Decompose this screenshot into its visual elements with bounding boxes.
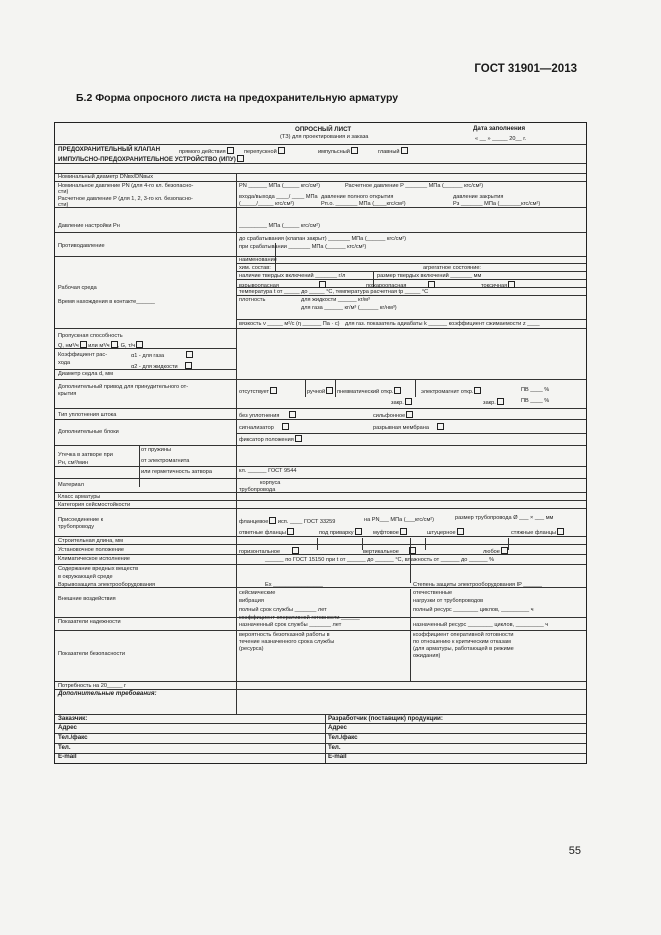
solids-field[interactable]: наличие твердых включений _______ г/л [239, 273, 346, 279]
ex-field[interactable]: Ex ________________ [265, 582, 323, 588]
developer-tel[interactable]: Тел. [328, 744, 341, 751]
duty-cycle-1[interactable]: ПВ ____ % [521, 387, 550, 393]
reliability-label: Показатели надежности [58, 619, 121, 625]
external-label: Внешние воздействия [58, 596, 116, 602]
bp-closed-field[interactable]: до срабатывания (клапан закрыт) _______ МПа (______ кгс/см²) [239, 236, 407, 242]
conn-weld[interactable]: под приварку [319, 528, 362, 536]
conn-coupling[interactable]: муфтовое [373, 528, 407, 536]
pcalc-label: Расчетное давление P (для 1, 2, 3-го кл. безопасно- [58, 196, 193, 202]
inlet-field[interactable]: входа/выхода ____/ ____ МПа [239, 194, 318, 200]
probability-label: вероятность безотказной работы в [239, 632, 330, 638]
critical-readiness-label-4: ожидания) [413, 653, 441, 659]
date-field[interactable]: « __ » _____ 20__ г. [475, 136, 527, 142]
probability-label-3: (ресурса) [239, 646, 264, 652]
bp-open-field[interactable]: при срабатывании _______ МПа (______ кгс/см²) [239, 244, 367, 250]
fire-option[interactable]: пожароопасная [366, 281, 435, 289]
leak-spring: от пружины [141, 447, 172, 453]
checkbox-icon[interactable] [80, 341, 87, 348]
form-subtitle: (ТЗ) для проектирования и заказа [280, 134, 369, 140]
explosive-option[interactable]: взрывоопасная [239, 281, 326, 289]
checkbox-icon[interactable] [437, 423, 444, 430]
alpha-liquid[interactable]: α2 - для жидкости [131, 362, 192, 370]
customer-telfax[interactable]: Тел./факс [58, 734, 88, 741]
checkbox-icon[interactable] [401, 147, 408, 154]
install-vertical[interactable]: вертикальное [363, 547, 416, 555]
checkbox-icon[interactable] [269, 517, 276, 524]
checkbox-icon[interactable] [405, 398, 412, 405]
duty-cycle-2[interactable]: ПВ ____ % [521, 398, 550, 404]
climate-label: Климатическое исполнение [58, 556, 131, 562]
questionnaire-form [54, 122, 587, 764]
medium-label: Рабочая среда [58, 285, 97, 291]
checkbox-icon[interactable] [319, 281, 326, 288]
inlet-field-2[interactable]: (_____/_____ кгс/см²) [239, 201, 295, 207]
form-title: ОПРОСНЫЙ ЛИСТ [295, 126, 352, 133]
checkbox-icon[interactable] [186, 351, 193, 358]
checkbox-icon[interactable] [428, 281, 435, 288]
chem-field[interactable]: хим. состав: [239, 265, 271, 271]
capacity-label: Пропускная способность [58, 333, 123, 339]
checkbox-icon[interactable] [474, 387, 481, 394]
connection-label: Присоединение к [58, 517, 104, 523]
leak-magnet: от электромагнита [141, 458, 190, 464]
seat-diameter-label: Диаметр седла d, мм [58, 371, 113, 377]
drive-manual[interactable]: ручной [307, 387, 333, 395]
checkbox-icon[interactable] [270, 387, 277, 394]
temperature-field[interactable]: температура t от _____ до _____ °С, температура расчетная tр _____ °С [239, 289, 429, 295]
alpha-gas[interactable]: α1 - для газа [131, 351, 193, 359]
ipu-label[interactable]: ИМПУЛЬСНО-ПРЕДОХРАНИТЕЛЬНОЕ УСТРОЙСТВО (ИПУ) [58, 155, 244, 163]
leak-label: Утечка в затворе при [58, 452, 113, 458]
seismic-label: Категория сейсмостойкости [58, 502, 131, 508]
length-label: Строительная длина, мм [58, 538, 123, 544]
seal-label: Тип уплотнения штока [58, 412, 117, 418]
connection-label-2: трубопроводу [58, 524, 94, 530]
customer-email[interactable]: E-mail [58, 753, 77, 760]
drive-label: Дополнительный привод для принудительного от- [58, 384, 189, 390]
pn-field[interactable]: PN ______ МПа (_____ кгс/см²) [239, 183, 320, 189]
pcalc-field[interactable]: Расчетное давление P _______ МПа (______ кгс/см²) [345, 183, 484, 189]
install-horizontal[interactable]: горизонтальное [239, 547, 299, 555]
full-resource-field[interactable]: полный ресурс ________ циклов, _________ ч [413, 607, 534, 613]
checkbox-icon[interactable] [287, 528, 294, 535]
drive-electro[interactable]: электромагнит откр. [421, 387, 481, 395]
checkbox-icon[interactable] [557, 528, 564, 535]
readiness-field[interactable]: коэффициент оперативной готовности ______ [239, 615, 360, 621]
closing-field[interactable]: Pз _______ МПа (_______кгс/см²) [453, 201, 541, 207]
closing-label: давление закрытия [453, 194, 504, 200]
conn-mating[interactable]: ответные фланцы [239, 528, 294, 536]
leak-label-2: Pн, см³/мин [58, 460, 89, 466]
probability-label-2: течение назначенного срока службы [239, 639, 335, 645]
ip-field[interactable]: Степень защиты электрооборудования IP ______ [413, 582, 542, 588]
conn-flange-pn[interactable]: на PN___ МПа (___кгс/см²) [364, 517, 435, 523]
assigned-life-field[interactable]: назначенный срок службы _______ лет [239, 622, 342, 628]
blocks-label: Дополнительные блоки [58, 429, 119, 435]
material-body-field[interactable]: корпуса [260, 480, 281, 486]
checkbox-icon[interactable] [237, 155, 244, 162]
checkbox-icon[interactable] [400, 528, 407, 535]
pset-label: Давление настройки Pн [58, 223, 120, 229]
checkbox-icon[interactable] [289, 411, 296, 418]
column-divider [236, 173, 237, 715]
pk-label: ПРЕДОХРАНИТЕЛЬНЫЙ КЛАПАН [58, 146, 161, 153]
full-life-field[interactable]: полный срок службы _______ лет [239, 607, 327, 613]
fullopen-label: давление полного открытия [321, 194, 394, 200]
pcalc-label-2: сти) [58, 202, 69, 208]
checkbox-icon[interactable] [295, 435, 302, 442]
drive-electro-close[interactable]: закр. [483, 398, 504, 406]
critical-readiness-label: коэффициент оперативной готовности [413, 632, 514, 638]
page-number: 55 [568, 845, 581, 857]
critical-readiness-label-2: по отношению к критическим отказам [413, 639, 511, 645]
checkbox-icon[interactable] [282, 423, 289, 430]
valve-type-direct[interactable]: прямого действия [179, 147, 234, 155]
checkbox-icon[interactable] [508, 281, 515, 288]
material-pipe-field[interactable]: трубопровода [239, 487, 276, 493]
checkbox-icon[interactable] [111, 341, 118, 348]
solids-size-field[interactable]: размер твердых включений _______ мм [377, 273, 482, 279]
checkbox-icon[interactable] [326, 387, 333, 394]
explosion-label: Взрывозащита электрооборудования [58, 582, 156, 588]
fullopen-field[interactable]: Pп.о. _______ МПа (____кгс/см²) [321, 201, 406, 207]
checkbox-icon[interactable] [409, 547, 416, 554]
block-signal[interactable]: сигнализатор [239, 423, 289, 431]
medium-name-field[interactable]: наименование [239, 257, 277, 263]
vibration-impact: вибрация [239, 598, 264, 604]
climate-field[interactable]: ______ по ГОСТ 15150 при t от ______ до ______ °С, влажность от ______ до ______ % [265, 557, 495, 563]
aggregate-field[interactable]: агрегатное состояние: [423, 265, 481, 271]
drive-none[interactable]: отсутствует [239, 387, 277, 395]
adiabatic-field[interactable]: для газ. показатель адиабаты k ______ коэффициент сжимаемости z ____ [345, 321, 540, 327]
customer-label: Заказчик: [58, 715, 88, 722]
material-label: Материал [58, 482, 84, 488]
pset-field[interactable]: _________ МПа (_____ кгс/см²) [239, 223, 320, 229]
developer-label: Разработчик (поставщик) продукции: [328, 715, 443, 722]
class-label: Класс арматуры [58, 494, 101, 500]
checkbox-icon[interactable] [278, 147, 285, 154]
customer-tel[interactable]: Тел. [58, 744, 71, 751]
drive-pneumatic-close[interactable]: закр. [391, 398, 412, 406]
valve-type-relief[interactable]: перепускной [244, 147, 285, 155]
block-lock[interactable]: фиксатор положения [239, 435, 302, 443]
seismic-impact: сейсмические [239, 590, 276, 596]
toxic-option[interactable]: токсичная [481, 281, 515, 289]
standard-code: ГОСТ 31901—2013 [474, 63, 577, 75]
discharge-coef-label-2: хода [58, 360, 71, 366]
contact-time-label: Время нахождения в контакте______ [58, 299, 155, 305]
harmful-label: Содержание вредных веществ [58, 566, 139, 572]
viscosity-field[interactable]: вязкость ν _____ м²/с (η ______ Па · с) [239, 321, 340, 327]
pipe-load-impact: нагрузки от трубопроводов [413, 598, 484, 604]
leak-class-field[interactable]: кл. ______ ГОСТ 9544 [239, 468, 297, 474]
drive-pneumatic[interactable]: пневматический откр. [337, 387, 401, 395]
valve-type-main[interactable]: главный [378, 147, 408, 155]
developer-telfax[interactable]: Тел./факс [328, 734, 358, 741]
density-label: плотность [239, 297, 266, 303]
dn-label: Номинальный диаметр DNвх/DNвых [58, 174, 154, 180]
drive-label-2: крытия [58, 391, 77, 397]
install-any[interactable]: любое [483, 547, 508, 555]
backpressure-label: Противодавление [58, 243, 105, 249]
capacity-units[interactable]: Q, нм³/ч или м³/ч , G, т/ч [58, 341, 143, 349]
checkbox-icon[interactable] [501, 547, 508, 554]
checkbox-icon[interactable] [292, 547, 299, 554]
checkbox-icon[interactable] [406, 411, 413, 418]
seal-none[interactable]: без уплотнения [239, 411, 296, 419]
conn-nipple[interactable]: штуцерное [427, 528, 464, 536]
leak-tightness: или герметичность затвора [141, 469, 212, 475]
block-membrane[interactable]: разрывная мембрана [373, 423, 444, 431]
checkbox-icon[interactable] [136, 341, 143, 348]
checkbox-icon[interactable] [185, 362, 192, 369]
section-title: Б.2 Форма опросного листа на предохранительную арматуру [76, 92, 399, 104]
checkbox-icon[interactable] [394, 387, 401, 394]
density-liquid-field[interactable]: для жидкости ______ кг/м³ [301, 297, 370, 303]
discharge-coef-label: Коэффициент рас- [58, 352, 108, 358]
pn-label: Номинальное давление PN (для 4-го кл. безопасно- [58, 183, 194, 189]
checkbox-icon[interactable] [497, 398, 504, 405]
footer-divider [325, 714, 326, 763]
install-label: Установочное положение [58, 547, 125, 553]
developer-address[interactable]: Адрес [328, 724, 347, 731]
developer-email[interactable]: E-mail [328, 753, 347, 760]
pipe-size-field[interactable]: размер трубопровода Ø ___ × ___ мм [455, 515, 554, 521]
extra-requirements: Дополнительные требования: [58, 690, 157, 697]
checkbox-icon[interactable] [227, 147, 234, 154]
domestic-impact: отечественные [413, 590, 453, 596]
customer-address[interactable]: Адрес [58, 724, 77, 731]
density-gas-field[interactable]: для газа ______ кг/м³ (______ кг/нм³) [301, 305, 397, 311]
pn-label-2: сти) [58, 189, 69, 195]
date-label: Дата заполнения [473, 125, 526, 132]
conn-clamp[interactable]: стяжные фланцы [511, 528, 564, 536]
seal-bellows[interactable]: сильфонное [373, 411, 413, 419]
checkbox-icon[interactable] [457, 528, 464, 535]
harmful-label-2: в окружающей среде [58, 574, 113, 580]
critical-readiness-label-3: (для арматуры, работающей в режиме [413, 646, 514, 652]
checkbox-icon[interactable] [351, 147, 358, 154]
conn-flange[interactable]: фланцевое исп. ____ ГОСТ 33259 [239, 519, 336, 525]
valve-type-impulse[interactable]: импульсный [318, 147, 358, 155]
safety-label: Показатели безопасности [58, 651, 126, 657]
assigned-resource-field[interactable]: назначенный ресурс ________ циклов, _________ ч [413, 622, 549, 628]
checkbox-icon[interactable] [355, 528, 362, 535]
need-label: Потребность на 20_____ г [58, 683, 127, 689]
